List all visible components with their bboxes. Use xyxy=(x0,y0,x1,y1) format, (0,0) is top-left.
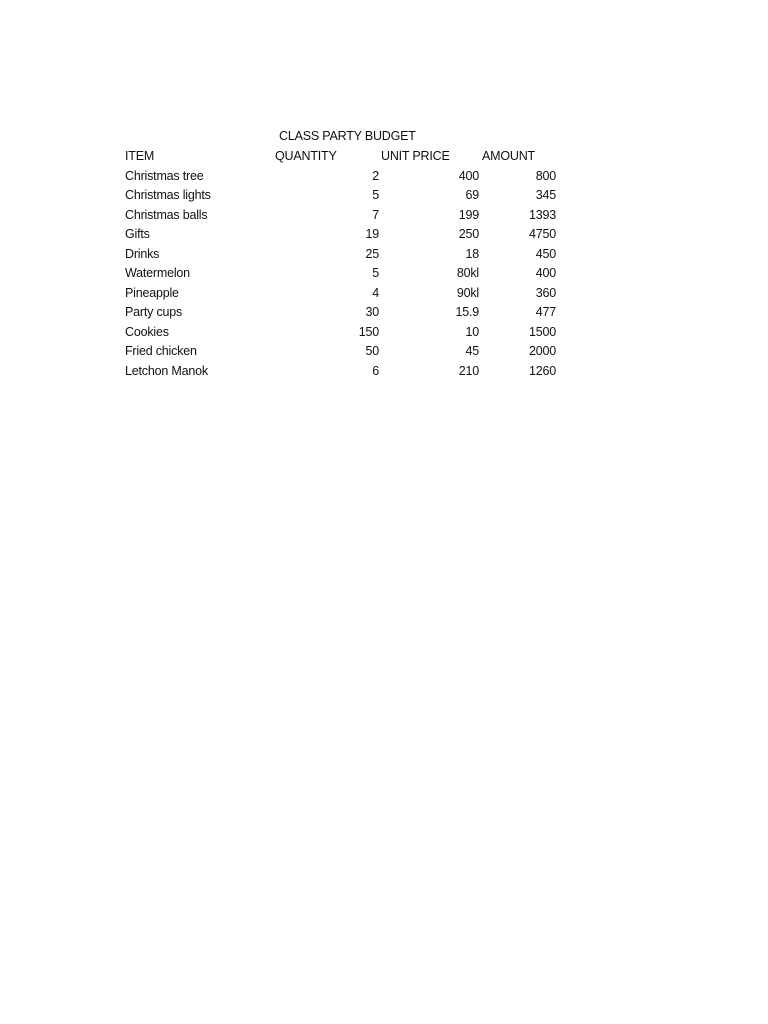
quantity-cell: 150 xyxy=(358,324,379,339)
unit-price-cell: 250 xyxy=(458,227,479,241)
amount-cell: 477 xyxy=(535,305,556,319)
page-title: CLASS PARTY BUDGET xyxy=(279,129,416,143)
amount-cell: 2000 xyxy=(528,344,556,358)
table-row xyxy=(125,187,565,207)
table-header-row xyxy=(125,148,565,168)
amount-cell: 800 xyxy=(535,168,556,183)
item-cell: Christmas lights xyxy=(125,188,211,202)
table-row xyxy=(125,304,565,324)
table-row xyxy=(125,168,565,188)
unit-price-cell: 18 xyxy=(465,246,479,261)
item-cell: Christmas balls xyxy=(125,207,208,222)
item-cell: Christmas tree xyxy=(125,168,204,183)
table-row xyxy=(125,226,565,246)
table-row xyxy=(125,285,565,305)
table-row xyxy=(125,363,565,383)
header-item: ITEM xyxy=(125,149,155,163)
table-row xyxy=(125,324,565,344)
amount-cell: 1500 xyxy=(528,324,556,339)
quantity-cell: 5 xyxy=(372,188,379,202)
amount-cell: 450 xyxy=(535,246,556,261)
unit-price-cell: 80kl xyxy=(456,266,479,280)
quantity-cell: 30 xyxy=(365,305,379,319)
item-cell: Drinks xyxy=(125,246,160,261)
quantity-cell: 50 xyxy=(365,344,379,358)
quantity-cell: 25 xyxy=(365,246,379,261)
header-unit-price: UNIT PRICE xyxy=(381,149,450,163)
unit-price-cell: 400 xyxy=(458,168,479,183)
quantity-cell: 6 xyxy=(372,363,379,378)
amount-cell: 345 xyxy=(535,188,556,202)
amount-cell: 1393 xyxy=(528,207,556,222)
quantity-cell: 7 xyxy=(372,207,379,222)
amount-cell: 4750 xyxy=(528,227,556,241)
quantity-cell: 4 xyxy=(372,285,379,300)
item-cell: Letchon Manok xyxy=(125,363,208,378)
unit-price-cell: 210 xyxy=(458,363,479,378)
unit-price-cell: 69 xyxy=(465,188,479,202)
item-cell: Cookies xyxy=(125,324,169,339)
unit-price-cell: 199 xyxy=(458,207,479,222)
amount-cell: 1260 xyxy=(528,363,556,378)
quantity-cell: 2 xyxy=(372,168,379,183)
budget-table xyxy=(125,148,565,382)
item-cell: Pineapple xyxy=(125,285,179,300)
table-row xyxy=(125,343,565,363)
item-cell: Fried chicken xyxy=(125,344,197,358)
table-row xyxy=(125,246,565,266)
unit-price-cell: 15.9 xyxy=(455,305,479,319)
table-row xyxy=(125,265,565,285)
amount-cell: 360 xyxy=(535,285,556,300)
header-amount: AMOUNT xyxy=(482,149,535,163)
quantity-cell: 19 xyxy=(365,227,379,241)
item-cell: Watermelon xyxy=(125,266,190,280)
quantity-cell: 5 xyxy=(372,266,379,280)
unit-price-cell: 10 xyxy=(465,324,479,339)
item-cell: Party cups xyxy=(125,305,183,319)
unit-price-cell: 45 xyxy=(465,344,479,358)
header-quantity: QUANTITY xyxy=(275,149,337,163)
item-cell: Gifts xyxy=(125,227,150,241)
amount-cell: 400 xyxy=(535,266,556,280)
unit-price-cell: 90kl xyxy=(456,285,479,300)
table-row xyxy=(125,207,565,227)
